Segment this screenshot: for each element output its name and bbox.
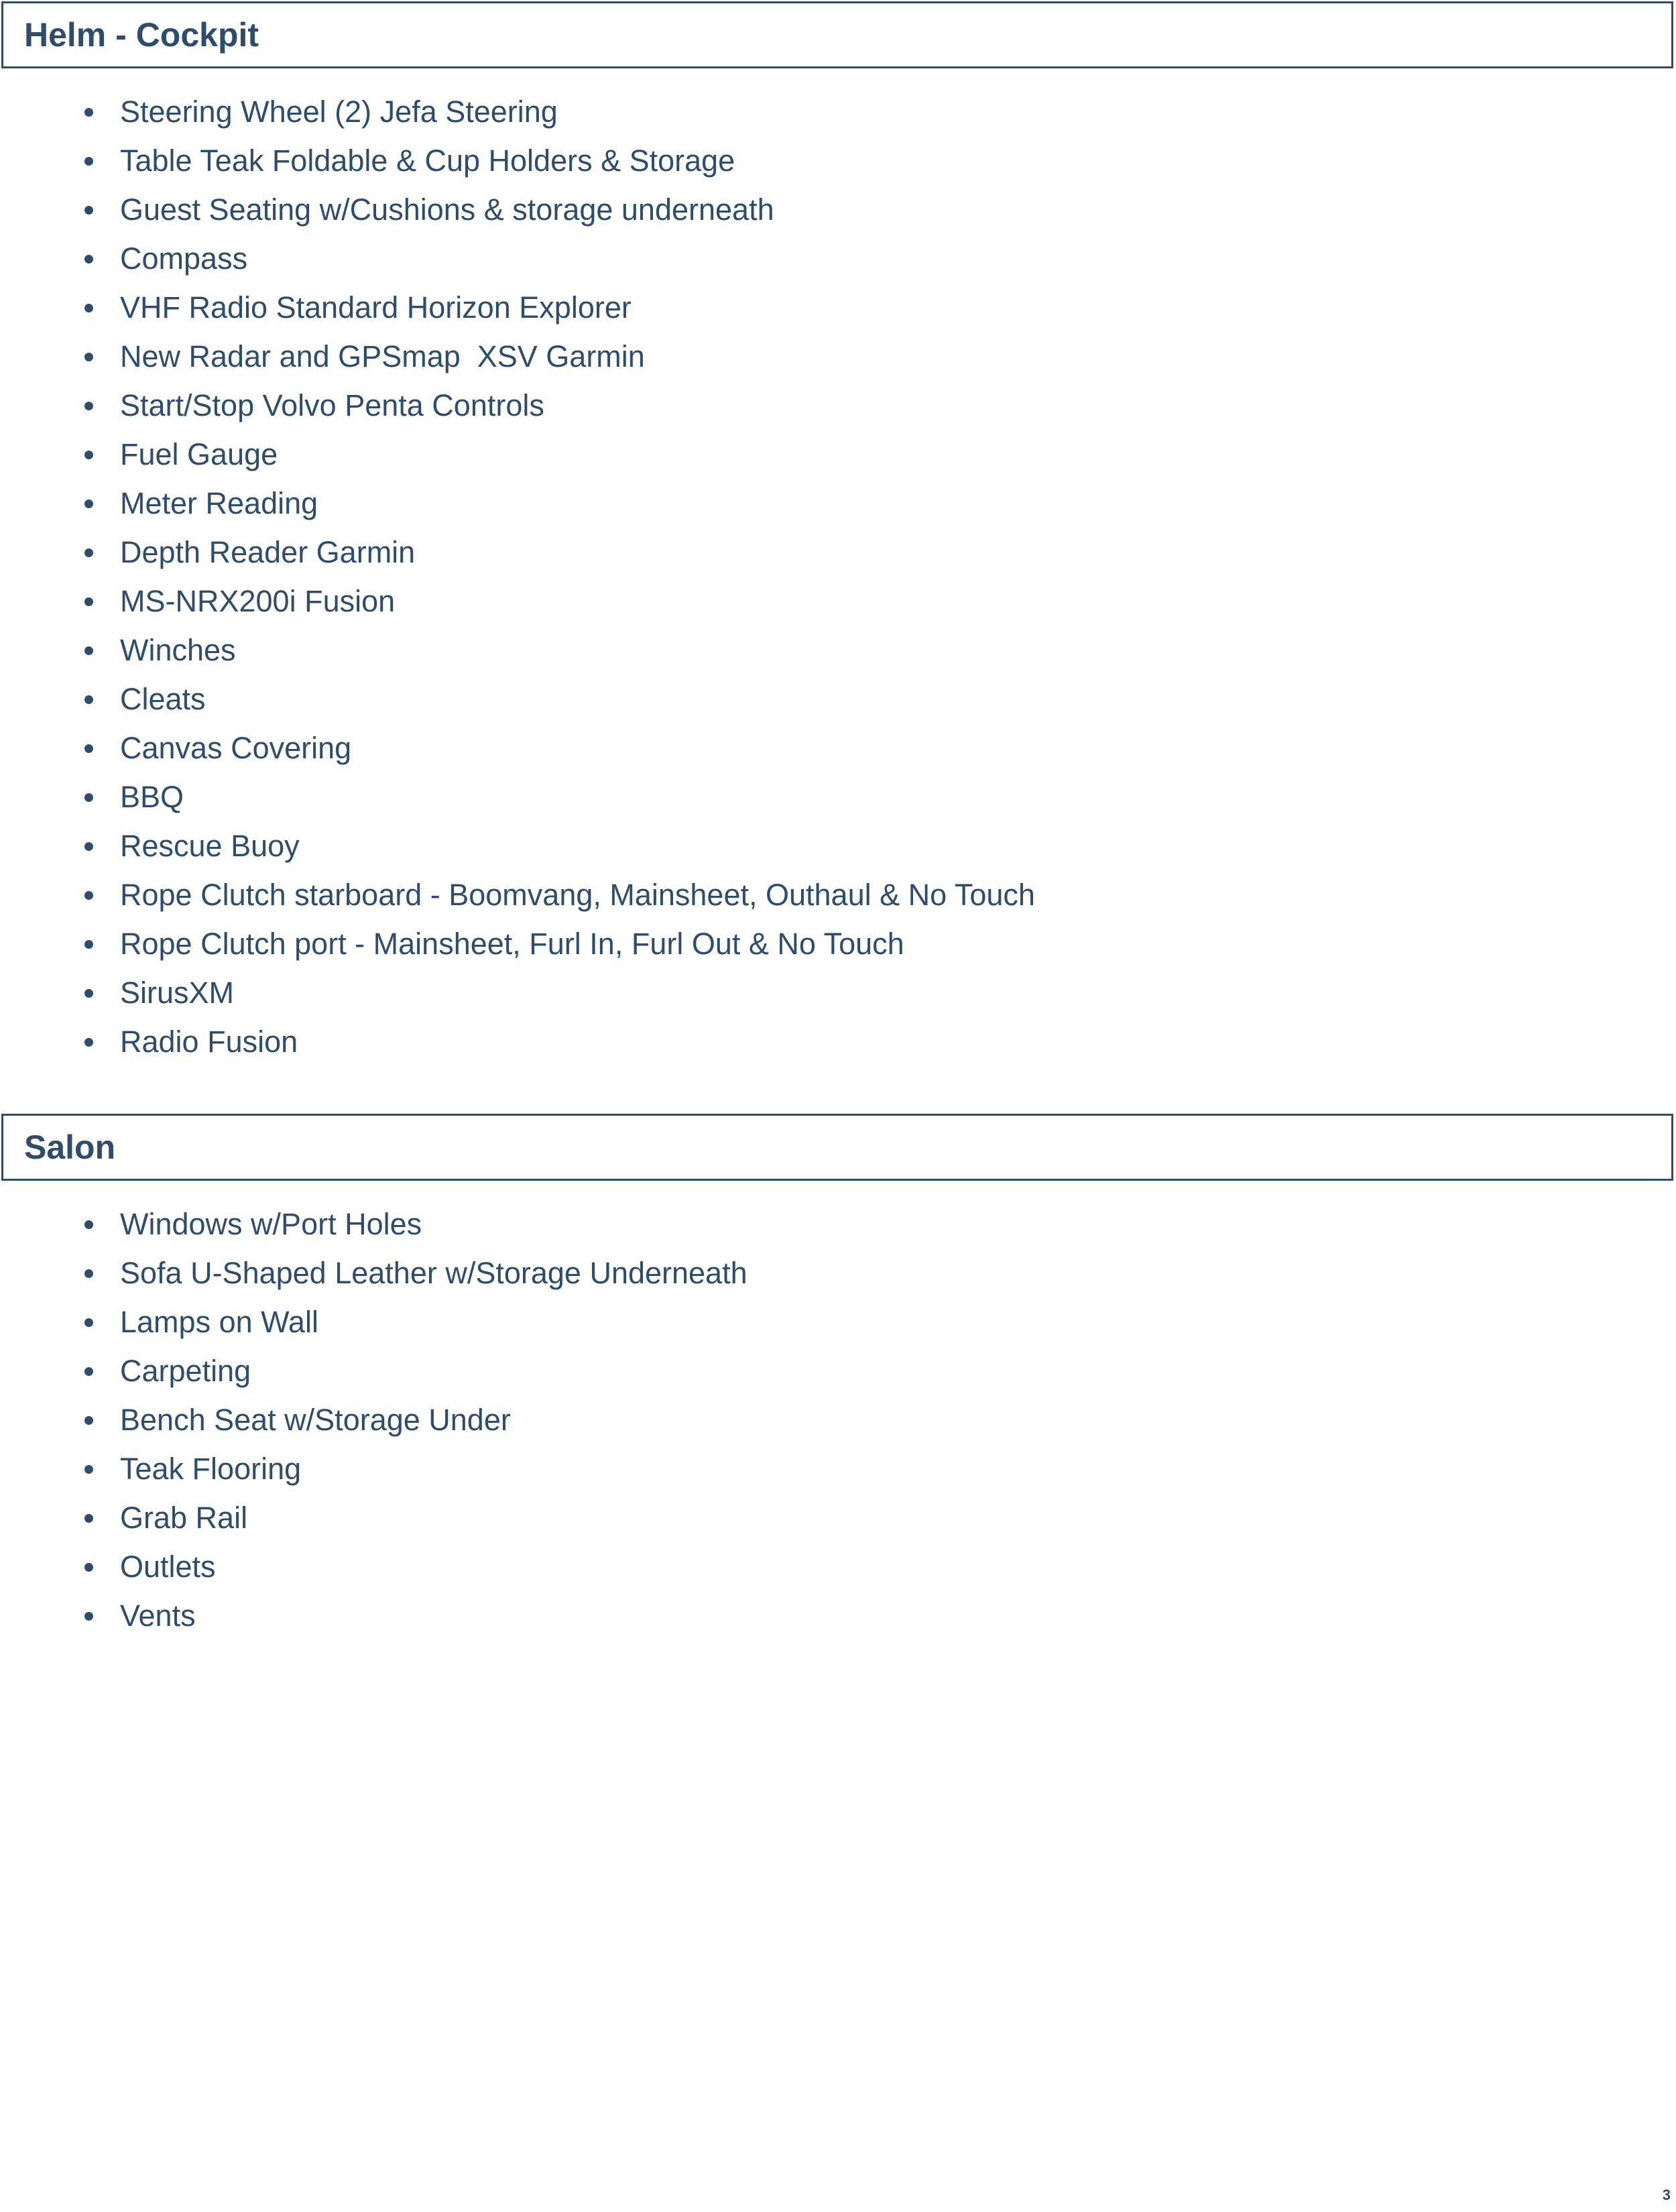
- list-item-label: Radio Fusion: [120, 1025, 298, 1059]
- list-item-label: Vents: [120, 1598, 196, 1633]
- salon-item-list: [0, 1200, 1609, 1640]
- list-item-label: Grab Rail: [120, 1501, 248, 1535]
- list-item-label: Rope Clutch starboard - Boomvang, Mainsheet, Outhaul & No Touch: [120, 878, 1035, 912]
- page-number: 3: [1662, 2187, 1671, 2203]
- bullet-icon: [84, 402, 93, 410]
- bullet-icon: [84, 1416, 93, 1425]
- list-item: [0, 234, 1609, 283]
- list-item: [0, 1248, 1609, 1297]
- list-item: [0, 1493, 1609, 1542]
- list-item: [0, 577, 1609, 626]
- bullet-icon: [84, 1367, 93, 1376]
- list-item: [0, 626, 1609, 675]
- list-item: [0, 1591, 1609, 1640]
- list-item: [0, 821, 1609, 870]
- list-item-label: Winches: [120, 633, 236, 667]
- bullet-icon: [84, 1465, 93, 1474]
- list-item-label: Rescue Buoy: [120, 829, 300, 863]
- list-item-label: Guest Seating w/Cushions & storage underneath: [120, 192, 774, 227]
- bullet-icon: [84, 1038, 93, 1047]
- list-item-label: New Radar and GPSmap XSV Garmin: [120, 339, 645, 373]
- list-item: [0, 675, 1609, 723]
- bullet-icon: [84, 1269, 93, 1278]
- list-item-label: Windows w/Port Holes: [120, 1207, 422, 1241]
- list-item-label: MS-NRX200i Fusion: [120, 584, 396, 618]
- list-item: [0, 87, 1609, 136]
- list-item-label: Cleats: [120, 682, 206, 716]
- bullet-icon: [84, 1514, 93, 1523]
- section-title: Salon: [24, 1128, 116, 1166]
- bullet-icon: [84, 1318, 93, 1327]
- list-item-label: Start/Stop Volvo Penta Controls: [120, 388, 544, 422]
- bullet-icon: [84, 940, 93, 949]
- bullet-icon: [84, 304, 93, 312]
- bullet-icon: [84, 842, 93, 851]
- helm-cockpit-item-list: [0, 87, 1609, 1066]
- list-item: [0, 1444, 1609, 1493]
- bullet-icon: [84, 989, 93, 998]
- list-item-label: Lamps on Wall: [120, 1305, 318, 1339]
- section-header-helm-cockpit: [1, 1, 1673, 68]
- list-item-label: SirusXM: [120, 976, 235, 1010]
- bullet-icon: [84, 206, 93, 215]
- bullet-icon: [84, 646, 93, 655]
- list-item-label: VHF Radio Standard Horizon Explorer: [120, 290, 632, 325]
- bullet-icon: [84, 157, 93, 166]
- list-item-label: Depth Reader Garmin: [120, 535, 416, 569]
- list-item: [0, 479, 1609, 528]
- bullet-icon: [84, 891, 93, 900]
- list-item-label: Bench Seat w/Storage Under: [120, 1403, 511, 1437]
- list-item-label: Compass: [120, 241, 248, 276]
- bullet-icon: [84, 108, 93, 117]
- bullet-icon: [84, 695, 93, 704]
- bullet-icon: [84, 451, 93, 459]
- list-item-label: Fuel Gauge: [120, 437, 278, 471]
- list-item: [0, 968, 1609, 1017]
- section-title: Helm - Cockpit: [24, 16, 259, 54]
- list-item-label: Carpeting: [120, 1354, 251, 1388]
- section-header-salon: [1, 1114, 1673, 1181]
- bullet-icon: [84, 1612, 93, 1621]
- bullet-icon: [84, 1220, 93, 1229]
- list-item: [0, 185, 1609, 234]
- list-item: [0, 919, 1609, 968]
- list-item-label: BBQ: [120, 780, 184, 814]
- list-item-label: Steering Wheel (2) Jefa Steering: [120, 95, 558, 129]
- list-item: [0, 1542, 1609, 1591]
- list-item: [0, 1017, 1609, 1066]
- list-item-label: Sofa U-Shaped Leather w/Storage Underneath: [120, 1256, 747, 1290]
- list-item: [0, 723, 1609, 772]
- list-item-label: Outlets: [120, 1550, 216, 1584]
- list-item: [0, 1297, 1609, 1346]
- list-item: [0, 136, 1609, 185]
- bullet-icon: [84, 597, 93, 606]
- list-item: [0, 772, 1609, 821]
- list-item: [0, 870, 1609, 919]
- list-item-label: Table Teak Foldable & Cup Holders & Storage: [120, 143, 735, 178]
- list-item-label: Rope Clutch port - Mainsheet, Furl In, Furl Out & No Touch: [120, 927, 904, 961]
- list-item: [0, 528, 1609, 577]
- bullet-icon: [84, 744, 93, 753]
- list-item-label: Meter Reading: [120, 486, 318, 520]
- bullet-icon: [84, 255, 93, 264]
- bullet-icon: [84, 793, 93, 802]
- bullet-icon: [84, 548, 93, 557]
- list-item: [0, 332, 1609, 381]
- list-item: [0, 430, 1609, 479]
- list-item: [0, 381, 1609, 430]
- list-item: [0, 1200, 1609, 1248]
- list-item-label: Teak Flooring: [120, 1452, 302, 1486]
- list-item: [0, 1346, 1609, 1395]
- bullet-icon: [84, 353, 93, 361]
- list-item-label: Canvas Covering: [120, 731, 352, 765]
- list-item: [0, 1395, 1609, 1444]
- list-item: [0, 283, 1609, 332]
- bullet-icon: [84, 500, 93, 508]
- bullet-icon: [84, 1563, 93, 1572]
